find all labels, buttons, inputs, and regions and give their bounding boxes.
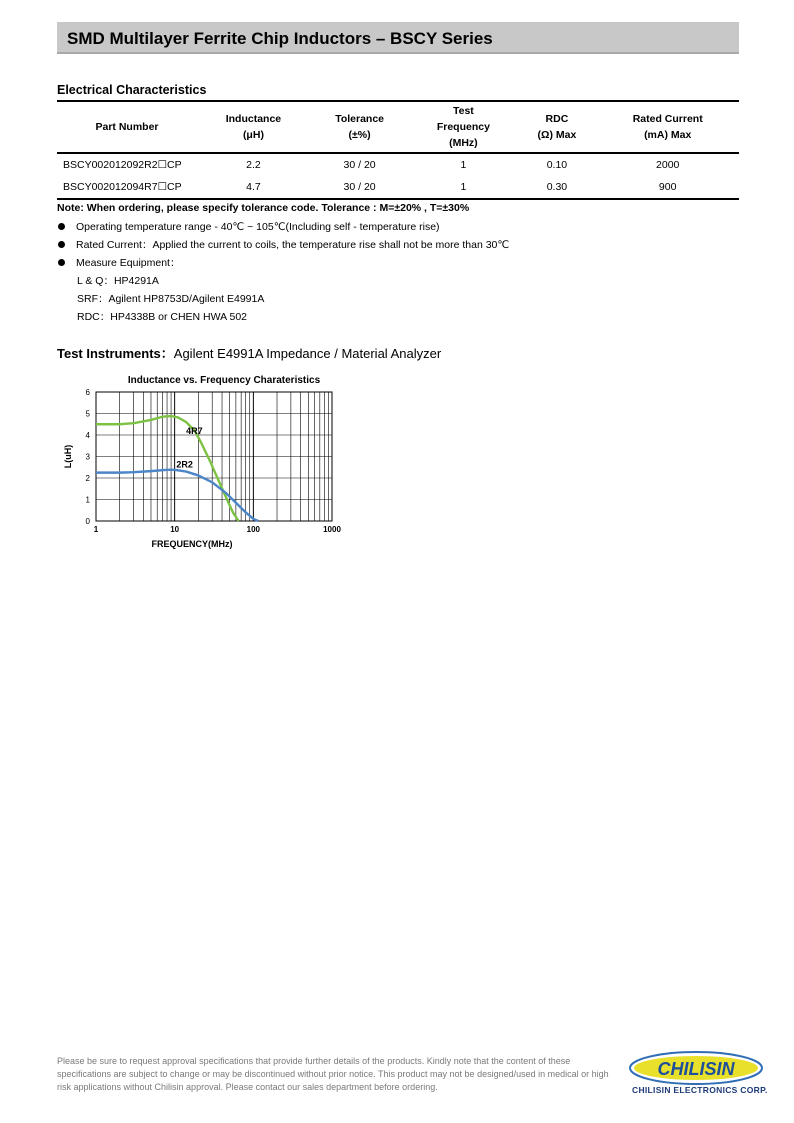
cell-test-frequency: 1 xyxy=(460,181,467,193)
header-part-number: Part Number xyxy=(95,121,159,133)
cell-rated-current: 2000 xyxy=(656,159,680,171)
company-name: CHILISIN ELECTRONICS CORP. xyxy=(632,1085,768,1095)
header-rdc: RDC (Ω) Max xyxy=(537,113,577,141)
series-label: 2R2 xyxy=(176,459,193,470)
footer-disclaimer: Please be sure to request approval specifications that provide further details of the products. Kindly note that the content of these specifications are subject to change or may be discontinued without prior notice. This product may not be designed/used in medical or high risk applications without Chilisin approval. Please contact our sales department before ordering. xyxy=(57,1056,609,1092)
page-title: SMD Multilayer Ferrite Chip Inductors – BSCY Series xyxy=(67,29,493,48)
cell-part-number: BSCY002012092R2☐CP xyxy=(63,159,182,171)
table-row xyxy=(57,153,739,176)
header-rated-current: Rated Current (mA) Max xyxy=(632,113,703,141)
ordering-note: Note: When ordering, please specify tolerance code. Tolerance : M=±20% , T=±30% xyxy=(57,202,470,214)
test-instruments xyxy=(57,343,441,362)
table-row xyxy=(57,176,739,199)
svg-text:CHILISIN: CHILISIN xyxy=(657,1059,735,1079)
x-tick-label: 1000 xyxy=(323,525,341,534)
bullet-icon xyxy=(58,259,65,266)
header-tolerance: Tolerance (±%) xyxy=(335,113,385,141)
bullet-icon xyxy=(58,241,65,248)
bullet-icon xyxy=(58,223,65,230)
chart-title: Inductance vs. Frequency Charateristics xyxy=(127,375,321,386)
y-tick-label: 1 xyxy=(85,495,90,505)
x-axis-label: FREQUENCY(MHz) xyxy=(151,539,233,549)
section-title: Electrical Characteristics xyxy=(57,83,207,97)
cell-inductance: 4.7 xyxy=(246,181,261,193)
table-header-row xyxy=(57,101,739,153)
equipment-lq: L & Q：HP4291A xyxy=(77,275,159,287)
y-tick-label: 6 xyxy=(85,388,90,397)
cell-inductance: 2.2 xyxy=(246,159,261,171)
y-axis-label: L(uH) xyxy=(63,444,73,469)
test-instruments-value: Agilent E4991A Impedance / Material Analyzer xyxy=(173,346,442,361)
series-label: 4R7 xyxy=(186,425,203,436)
bullet-list xyxy=(57,218,509,326)
list-item: Rated Current：Applied the current to coils, the temperature rise shall not be more than 30℃ xyxy=(57,236,509,254)
x-tick-label: 10 xyxy=(170,525,180,534)
cell-rdc: 0.30 xyxy=(546,181,568,193)
y-tick-label: 4 xyxy=(85,431,90,440)
equipment-srf: SRF：Agilent HP8753D/Agilent E4991A xyxy=(77,293,265,305)
y-tick-label: 3 xyxy=(85,452,90,462)
y-tick-label: 0 xyxy=(85,517,90,526)
cell-rated-current: 900 xyxy=(658,181,677,193)
x-tick-label: 100 xyxy=(246,525,261,534)
header-test-frequency: Test Frequency (MHz) xyxy=(436,105,490,149)
header-banner xyxy=(57,22,739,54)
cell-part-number: BSCY002012094R7☐CP xyxy=(63,181,182,193)
list-item: Measure Equipment： xyxy=(57,254,509,272)
y-tick-label: 5 xyxy=(85,409,90,419)
x-tick-label: 1 xyxy=(93,525,99,534)
cell-test-frequency: 1 xyxy=(460,159,467,171)
cell-rdc: 0.10 xyxy=(546,159,568,171)
inductance-frequency-chart xyxy=(55,370,355,560)
header-inductance: Inductance (μH) xyxy=(225,113,282,141)
chart-svg xyxy=(55,370,355,560)
y-tick-label: 2 xyxy=(85,474,90,483)
test-instruments-label: Test Instruments： xyxy=(57,346,174,361)
cell-tolerance: 30 / 20 xyxy=(343,181,376,193)
list-item: Operating temperature range - 40℃ ~ 105℃(Including self - temperature rise) xyxy=(57,218,509,236)
cell-tolerance: 30 / 20 xyxy=(343,159,376,171)
spec-table xyxy=(57,100,739,200)
equipment-rdc: RDC：HP4338B or CHEN HWA 502 xyxy=(77,311,247,323)
